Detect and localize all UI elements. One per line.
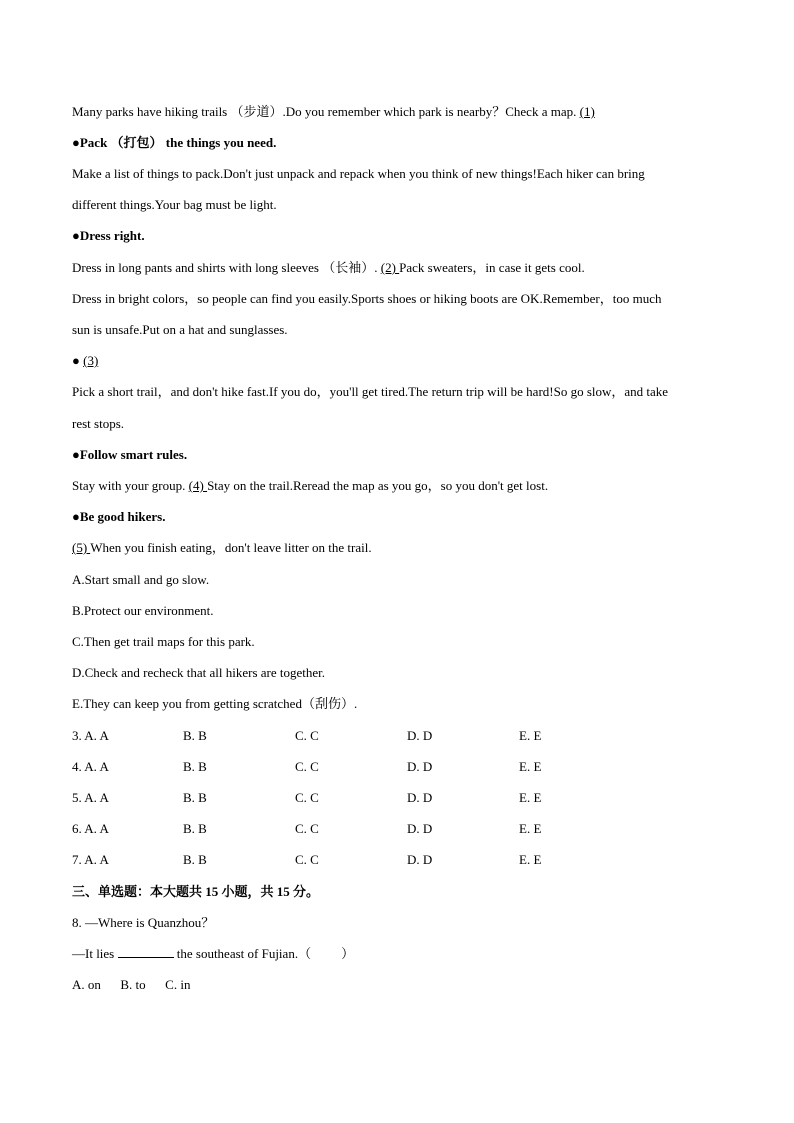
option-c[interactable]: C. C [295,728,319,743]
option-b[interactable]: B. B [183,759,207,774]
blank-5: (5) [72,540,91,555]
passage-paragraph-2-line-1: Make a list of things to pack.Don't just unpack and repack when you think of new things!Each hiker can bring [72,166,645,181]
bullet-icon: ● [72,135,80,150]
option-e[interactable]: E. E [519,759,542,774]
passage-paragraph-6 [72,477,724,495]
answer-row-4 [72,758,732,776]
bullet-icon: ● [72,228,80,243]
question-8-stem: 8. —Where is Quanzhou？ [72,915,215,930]
answer-row-7 [72,851,732,869]
passage-paragraph-2-line-2: different things.Your bag must be light. [72,197,277,212]
question-number-option-a[interactable]: 3. A. A [72,728,109,743]
heading-pack [72,134,724,152]
answer-blank [118,945,174,958]
paragraph-text: Stay on the trail.Reread the map as you go，so you don't get lost. [207,478,549,493]
passage-paragraph-3 [72,259,724,277]
heading-text: Be good hikers. [79,509,166,524]
answer-row-6 [72,820,732,838]
option-c[interactable]: C. C [295,821,319,836]
heading-text: Pack （打包） the things you need. [79,135,277,150]
question-8-sentence [72,945,724,963]
option-c[interactable]: C. C [295,790,319,805]
question-number-option-a[interactable]: 5. A. A [72,790,109,805]
blank-1: (1) [579,104,595,119]
passage-paragraph-4-line-1: Dress in bright colors，so people can find you easily.Sports shoes or hiking boots are OK.Remember，too much [72,291,662,306]
option-d[interactable]: D. D [407,728,433,743]
heading-dress [72,227,724,245]
choice-c: C.Then get trail maps for this park. [72,634,255,649]
bullet-icon: ● [72,447,80,462]
heading-blank-3 [72,352,724,370]
option-b[interactable]: B. B [183,728,207,743]
bullet-icon: ● [72,509,80,524]
passage-paragraph-5-line-2: rest stops. [72,416,124,431]
heading-good [72,508,724,526]
blank-3: (3) [83,353,99,368]
question-number-option-a[interactable]: 6. A. A [72,821,109,836]
option-c[interactable]: C. C [295,759,319,774]
option-d[interactable]: D. D [407,852,433,867]
paragraph-text: Stay with your group. [72,478,189,493]
question-8-options: A. on B. to C. in [72,977,191,992]
answer-row-3 [72,727,732,745]
option-d[interactable]: D. D [407,821,433,836]
answer-row-5 [72,789,732,807]
paragraph-text: Many parks have hiking trails （步道）.Do you remember which park is nearby？Check a map. [72,104,580,119]
option-b[interactable]: B. B [183,790,207,805]
option-e[interactable]: E. E [519,790,542,805]
passage-paragraph-7 [72,539,724,557]
option-d[interactable]: D. D [407,759,433,774]
sentence-text: —It lies [72,946,118,961]
passage-paragraph-5-line-1: Pick a short trail，and don't hike fast.If you do，you'll get tired.The return trip will be hard!So go slow，and take [72,384,669,399]
heading-follow [72,446,724,464]
sentence-text: the southeast of Fujian.（ [173,946,312,961]
paragraph-text: When you finish eating，don't leave litter on the trail. [90,540,372,555]
paragraph-text: Dress in long pants and shirts with long sleeves （长袖）. [72,260,381,275]
sentence-text: ） [341,946,355,961]
blank-2: (2) [380,260,400,275]
passage-paragraph-4-line-2: sun is unsafe.Put on a hat and sunglasses. [72,322,288,337]
option-e[interactable]: E. E [519,852,542,867]
heading-text: Dress right. [79,228,145,243]
blank-4: (4) [188,478,208,493]
question-number-option-a[interactable]: 7. A. A [72,852,109,867]
paragraph-text: Pack sweaters，in case it gets cool. [399,260,585,275]
choice-a: A.Start small and go slow. [72,572,210,587]
question-number-option-a[interactable]: 4. A. A [72,759,109,774]
option-e[interactable]: E. E [519,728,542,743]
option-d[interactable]: D. D [407,790,433,805]
option-b[interactable]: B. B [183,821,207,836]
heading-text: Follow smart rules. [79,447,188,462]
option-c[interactable]: C. C [295,852,319,867]
passage-paragraph-1 [72,103,724,121]
choice-e: E.They can keep you from getting scratched（刮伤）. [72,696,358,711]
section-heading: 三、单选题：本大题共 15 小题，共 15 分。 [72,884,320,899]
option-e[interactable]: E. E [519,821,542,836]
choice-d: D.Check and recheck that all hikers are together. [72,665,326,680]
option-b[interactable]: B. B [183,852,207,867]
choice-b: B.Protect our environment. [72,603,214,618]
bullet-icon: ● [72,353,80,368]
